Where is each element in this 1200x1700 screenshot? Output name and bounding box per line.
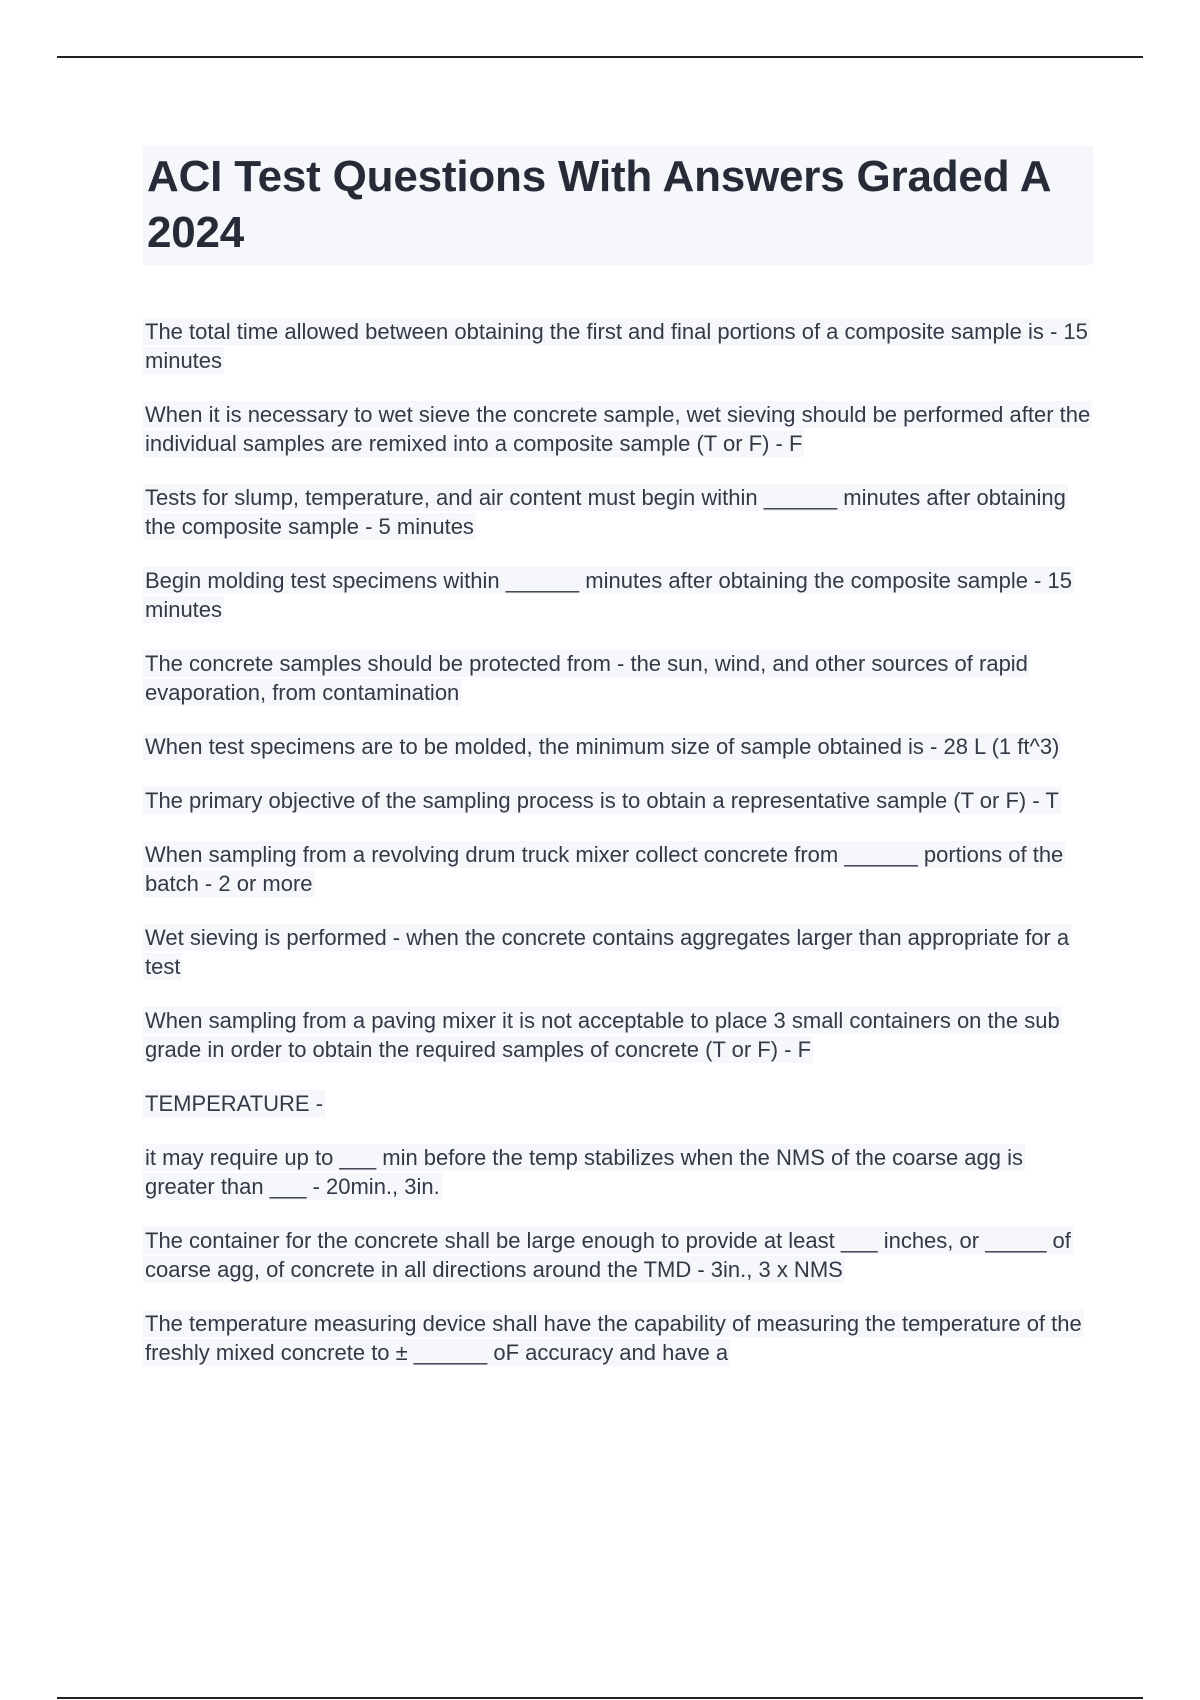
qa-text: When it is necessary to wet sieve the concrete sample, wet sieving should be performed after the individual samples are remixed into a composite sample (T or F) - F — [145, 402, 1091, 456]
section-heading-text: TEMPERATURE - — [145, 1091, 324, 1116]
qa-item — [143, 483, 1093, 541]
qa-item — [143, 1309, 1093, 1367]
qa-item — [143, 732, 1093, 761]
qa-item — [143, 400, 1093, 458]
qa-text: Begin molding test specimens within ______ minutes after obtaining the composite sample - 15 minutes — [145, 568, 1072, 622]
qa-text: The concrete samples should be protected from - the sun, wind, and other sources of rapid evaporation, from contamination — [145, 651, 1028, 705]
qa-item — [143, 566, 1093, 624]
qa-text: When test specimens are to be molded, the minimum size of sample obtained is - 28 L (1 ft^3) — [145, 734, 1060, 759]
qa-item — [143, 840, 1093, 898]
qa-text: When sampling from a paving mixer it is not acceptable to place 3 small containers on the sub grade in order to obtain the required samples of concrete (T or F) - F — [145, 1008, 1060, 1062]
qa-text: The primary objective of the sampling process is to obtain a representative sample (T or F) - T — [145, 788, 1059, 813]
qa-item — [143, 923, 1093, 981]
qa-text: Tests for slump, temperature, and air content must begin within ______ minutes after obtaining the composite sample - 5 minutes — [145, 485, 1066, 539]
bottom-rule — [57, 1697, 1143, 1699]
top-rule — [57, 56, 1143, 58]
qa-item — [143, 317, 1093, 375]
qa-item — [143, 1143, 1093, 1201]
qa-text: Wet sieving is performed - when the concrete contains aggregates larger than appropriate for a test — [145, 925, 1070, 979]
qa-text: it may require up to ___ min before the temp stabilizes when the NMS of the coarse agg is greater than ___ - 20min., 3in. — [145, 1145, 1024, 1199]
qa-item — [143, 1006, 1093, 1064]
qa-text: The temperature measuring device shall have the capability of measuring the temperature of the freshly mixed concrete to ± ______ oF accuracy and have a — [145, 1311, 1082, 1365]
qa-item — [143, 1226, 1093, 1284]
qa-text: The total time allowed between obtaining the first and final portions of a composite sample is - 15 minutes — [145, 319, 1088, 373]
qa-item — [143, 649, 1093, 707]
qa-list — [143, 317, 1093, 1367]
qa-text: The container for the concrete shall be large enough to provide at least ___ inches, or _____ of coarse agg, of concrete in all directions around the TMD - 3in., 3 x NMS — [145, 1228, 1071, 1282]
section-heading — [143, 1089, 1093, 1118]
title-block — [143, 146, 1093, 265]
document-title: ACI Test Questions With Answers Graded A 2024 — [147, 152, 1050, 257]
qa-item — [143, 786, 1093, 815]
document-body — [143, 146, 1093, 1392]
qa-text: When sampling from a revolving drum truck mixer collect concrete from ______ portions of the batch - 2 or more — [145, 842, 1064, 896]
